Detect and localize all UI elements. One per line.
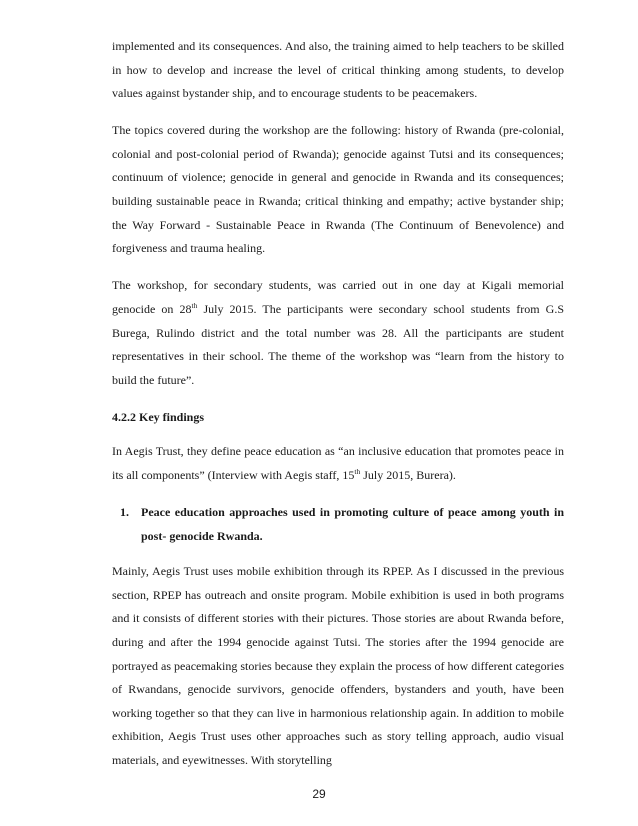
page-number: 29 xyxy=(312,787,326,801)
paragraph-workshop-topics: The topics covered during the workshop are the following: history of Rwanda (pre-colonial, colonial and post-colonial period of Rwanda); genocide against Tutsi and its consequences; continuum of violence; genocide in general and genocide in Rwanda and its consequences; building sustainable peace in Rwanda; critical thinking and empathy; active bystander ship; the Way Forward - Sustainable Peace in Rwanda (The Continuum of Benevolence) and forgiveness and trauma healing. xyxy=(112,123,564,256)
list-number: 1. xyxy=(120,505,129,520)
text-segment: July 2015. The participants were secondary school students from G.S Burega, Rulindo district and the total number was 28. All the participants are student representatives in their school. The theme of the workshop was “learn from the history to build the future”. xyxy=(112,301,564,387)
paragraph-peace-education-definition xyxy=(112,440,564,487)
text-segment: In Aegis Trust, they define peace education as “an inclusive education that promotes peace in its all components” (Interview with Aegis staff, 15 xyxy=(112,444,564,482)
paragraph-mobile-exhibition: Mainly, Aegis Trust uses mobile exhibition through its RPEP. As I discussed in the previous section, RPEP has outreach and onsite program. Mobile exhibition is used in both programs and it consists of different stories with their pictures. Those stories are about Rwanda before, during and after the 1994 genocide against Tutsi. The stories after the 1994 genocide are portrayed as peacemaking stories because they explain the process of how different categories of Rwandans, genocide survivors, genocide offenders, bystanders and youth, have been working together so that they can live in harmonious relationship again. In addition to mobile exhibition, Aegis Trust uses other approaches such as story telling approach, audio visual materials, and eyewitnesses. With storytelling xyxy=(112,564,564,768)
numbered-list-item xyxy=(112,501,564,548)
section-heading-key-findings: 4.2.2 Key findings xyxy=(112,409,205,424)
paragraph-training-aims: implemented and its consequences. And also, the training aimed to help teachers to be skilled in how to develop and increase the level of critical thinking among students, to develop values against bystander ship, and to encourage students to be peacemakers. xyxy=(112,39,564,101)
text-segment: July 2015, Burera). xyxy=(360,468,456,482)
paragraph-secondary-workshop xyxy=(112,274,564,392)
page-content xyxy=(112,35,564,786)
superscript-ordinal: th xyxy=(191,300,198,310)
list-item-text: Peace education approaches used in promoting culture of peace among youth in post- genocide Rwanda. xyxy=(141,505,564,543)
superscript-ordinal: th xyxy=(354,467,361,476)
text-segment: The workshop, for secondary students, was carried out in one day at Kigali memorial genocide on 28 xyxy=(112,278,564,316)
